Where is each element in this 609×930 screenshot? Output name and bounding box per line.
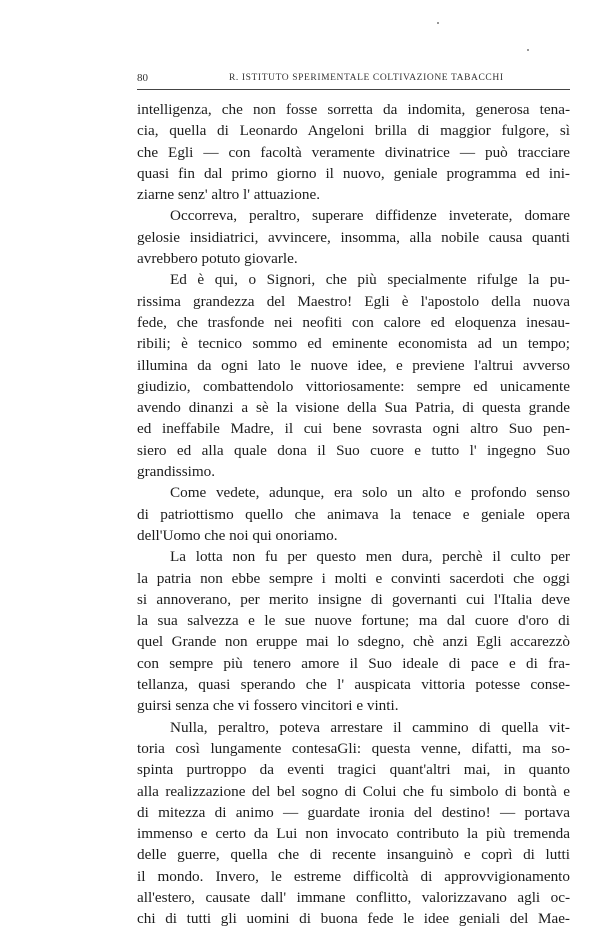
text-line: intelligenza, che non fosse sorretta da indomita, generosa tena-: [137, 101, 570, 118]
text-line: fede, che trasfonde nei neofiti con calore ed eloquenza inesau-: [137, 313, 570, 331]
text-line: spinta purtroppo da eventi tragici quant'altri mai, in quanto: [137, 761, 570, 779]
text-line: Ed è qui, o Signori, che più specialmente rifulge la pu-: [170, 271, 570, 289]
text-line: gelosie insidiatrici, avvincere, insomma, alla nobile causa quanti: [137, 228, 570, 246]
text-line: dell'Uomo che noi qui onoriamo.: [137, 526, 338, 544]
text-line: Come vedete, adunque, era solo un alto e profondo senso: [170, 484, 570, 502]
text-line: giudizio, combattendolo vittoriosamente: sempre ed unicamente: [137, 377, 570, 395]
text-line: grandissimo.: [137, 463, 216, 481]
text-line: di mitezza di animo — guardate ironia del destino! — portava: [137, 803, 570, 821]
text-line: immenso e certo da Lui non invocato contributo la più tremenda: [137, 825, 570, 843]
text-line: la sua salvezza e le sue nuove fortune; ma dal cuore d'oro di: [137, 612, 570, 630]
text-line: La lotta non fu per questo men dura, perchè il culto per: [170, 548, 570, 566]
text-line: toria così lungamente contesaGli: questa venne, difatti, ma so-: [137, 739, 570, 757]
text-line: si annoverano, per merito insigne di governanti cui l'Italia deve: [137, 590, 570, 608]
text-line: illumina da ogni lato le nuove idee, e previene l'altrui avverso: [137, 356, 570, 374]
page-header: [137, 72, 570, 88]
text-line: ribili; è tecnico sommo ed eminente economista ad un tempo;: [137, 335, 570, 353]
text-line: il mondo. Invero, le estreme difficoltà di approvvigionamento: [137, 867, 570, 885]
text-line: cia, quella di Leonardo Angeloni brilla di maggior fulgore, sì: [137, 122, 570, 140]
header-rule: [137, 89, 570, 90]
body-text: [137, 99, 570, 930]
text-line: la patria non ebbe sempre i molti e convinti sacerdoti che oggi: [137, 569, 570, 587]
text-line: all'estero, causate dall' immane conflitto, valorizzavano agli oc-: [137, 888, 570, 906]
text-line: delle guerre, quella che di recente insanguinò e coprì di lutti: [137, 846, 570, 864]
text-line: alla realizzazione del bel sogno di Colui che fu simbolo di bontà e: [137, 782, 570, 800]
paper-speck: [437, 22, 439, 24]
text-line: Occorreva, peraltro, superare diffidenze inveterate, domare: [170, 207, 570, 225]
paper-speck: [527, 49, 529, 51]
text-line: rissima grandezza del Maestro! Egli è l'apostolo della nuova: [137, 292, 570, 310]
text-line: di patriottismo quello che animava la tenace e geniale opera: [137, 505, 570, 523]
text-line: tellanza, quasi sperando che l' auspicata vittoria potesse conse-: [137, 676, 570, 694]
text-line: chi di tutti gli uomini di buona fede le idee geniali del Mae-: [137, 910, 570, 928]
text-line: ziarne senz' altro l' attuazione.: [137, 186, 320, 204]
text-line: quasi fin dal primo giorno il nuovo, geniale programma ed ini-: [137, 164, 570, 182]
text-line: con sempre più tenero amore il Suo ideale di pace e di fra-: [137, 654, 570, 672]
page-number: 80: [137, 72, 148, 84]
text-line: avrebbero potuto giovarle.: [137, 250, 298, 268]
text-line: ed ineffabile Madre, il cui bene sovrasta ogni altro Suo pen-: [137, 420, 570, 438]
text-line: quel Grande non eruppe mai lo sdegno, chè anzi Egli accarezzò: [137, 633, 570, 651]
text-line: che Egli — con facoltà veramente divinatrice — può tracciare: [137, 143, 570, 161]
running-head: R. ISTITUTO SPERIMENTALE COLTIVAZIONE TABACCHI: [229, 73, 504, 83]
text-line: avendo dinanzi a sè la visione della Sua Patria, di questa grande: [137, 399, 570, 417]
text-line: guirsi senza che vi fossero vincitori e vinti.: [137, 697, 399, 715]
text-line: siero ed alla quale dona il Suo cuore e tutto l' ingegno Suo: [137, 441, 570, 459]
text-line: Nulla, peraltro, poteva arrestare il cammino di quella vit-: [170, 718, 570, 736]
